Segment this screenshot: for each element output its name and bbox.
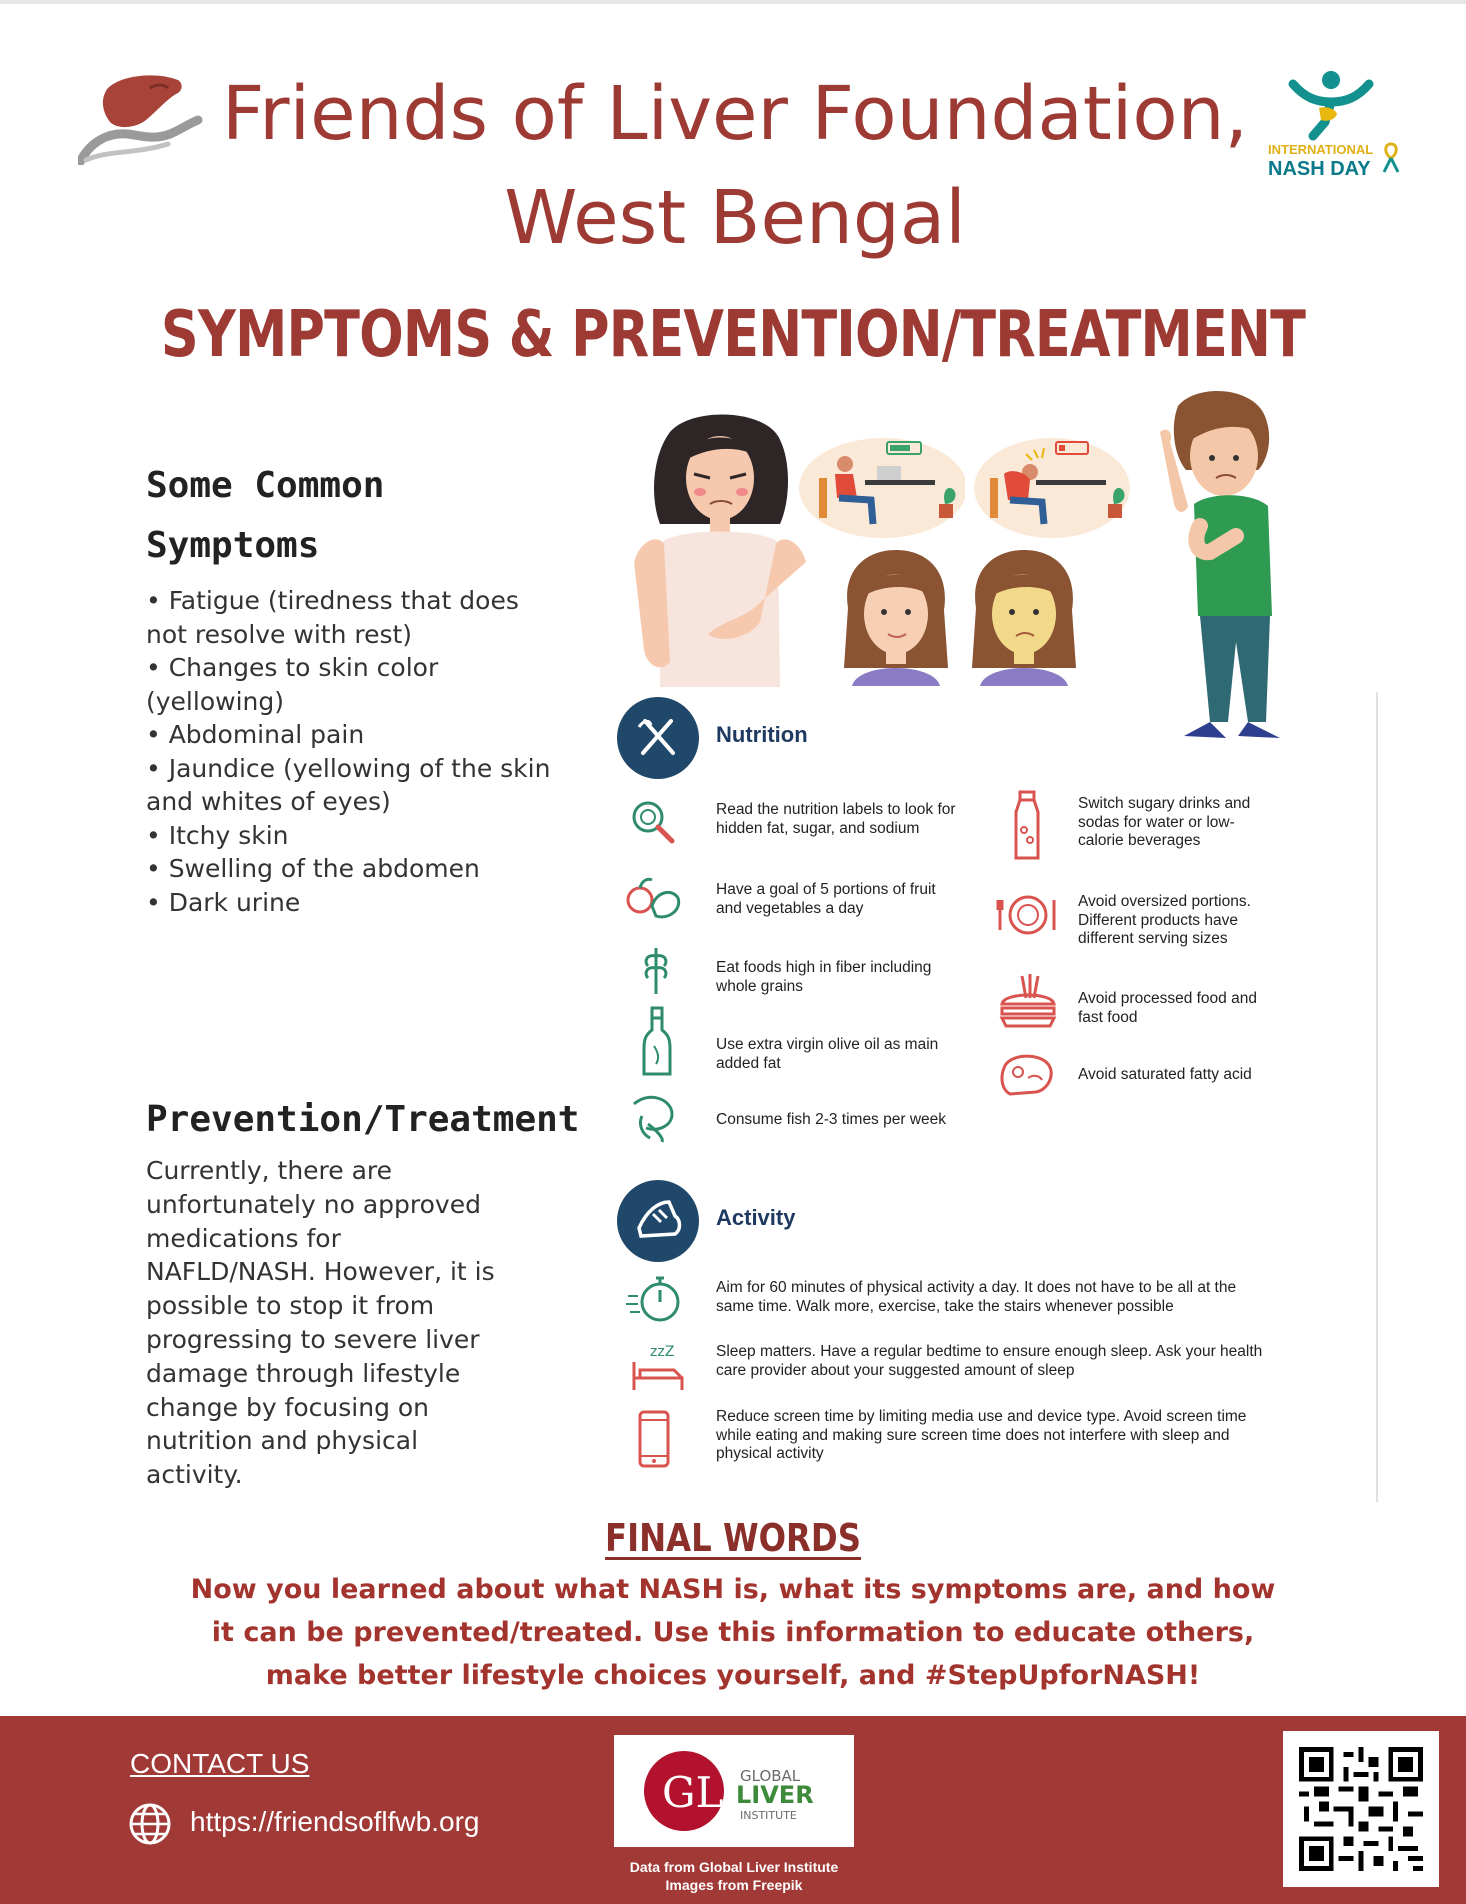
gli-logo-icon [614,1735,854,1847]
nutrition-item-text: Switch sugary drinks and sodas for water or low-calorie beverages [1078,795,1251,849]
woman-abdominal-pain-illustration [630,412,810,687]
nutrition-item-text: Avoid oversized portions. Different products have different serving sizes [1078,893,1251,947]
qr-code[interactable] [1283,1731,1439,1887]
symptoms-heading-line1: Some Common [146,465,385,506]
fork-knife-icon [617,697,699,779]
contact-us-label: CONTACT US [130,1748,310,1779]
stopwatch-icon [624,1272,686,1326]
tired-person-desk-illustration [970,428,1130,538]
activity-item-text: Aim for 60 minutes of physical activity a day. It does not have to be all at the same time. Walk more, exercise, take the stairs whenever possible [716,1279,1237,1315]
infographic-border [1376,692,1378,1502]
gli-logo-line2: LIVER [736,1781,814,1809]
fish-icon [628,1090,682,1144]
activity-item-text: Sleep matters. Have a regular bedtime to ensure enough sleep. Ask your health care provider about your suggested amount of sleep [716,1343,1263,1379]
nutrition-item-text: Use extra virgin olive oil as main added fat [716,1036,939,1072]
nutrition-item-text: Avoid processed food and fast food [1078,990,1257,1026]
org-title [180,62,1290,270]
final-words-text: Now you learned about what NASH is, what its symptoms are, and how it can be prevented/treated. Use this information to educate others, make better lifestyle choices yourself, and #StepUpforNASH! [190,1574,1276,1691]
symptom-list [146,584,566,919]
symptoms-heading-line2: Symptoms [146,525,320,566]
symptom-item: • Swelling of the abdomen [146,854,480,883]
person-working-desk-illustration [795,428,965,538]
credits [560,1858,908,1894]
nash-logo-line1: INTERNATIONAL [1268,142,1374,157]
nutrition-item-text: Read the nutrition labels to look for hidden fat, sugar, and sodium [716,801,956,837]
nutrition-item-text: Eat foods high in fiber including whole grains [716,959,932,995]
prevention-heading: Prevention/Treatment [146,1099,580,1140]
org-title-line2: West Bengal [504,175,966,261]
nash-logo-line2: NASH DAY [1268,158,1371,180]
nutrition-item-text: Avoid saturated fatty acid [1078,1066,1252,1083]
nutrition-item-text: Consume fish 2-3 times per week [716,1111,947,1128]
website-link[interactable]: https://friendsoflfwb.org [190,1806,480,1837]
nash-day-text [1268,142,1373,180]
main-heading: SYMPTOMS & PREVENTION/TREATMENT [160,298,1306,372]
fruit-veg-icon [622,870,684,924]
prevention-text: Currently, there are unfortunately no approved medications for NAFLD/NASH. However, it is possible to stop it from progressing to severe liver damage through lifestyle change by focusing on nutrition and physical activity. [146,1156,495,1490]
meat-icon [998,1048,1056,1102]
boy-itchy-skin-illustration [1140,386,1290,748]
symptom-item: • Itchy skin [146,820,289,850]
jaundice-face-illustration [966,548,1081,686]
plate-icon [996,888,1060,942]
svg-text:zzZ: zzZ [650,1344,675,1360]
gli-logo-line1: GLOBAL [740,1767,801,1785]
running-shoe-icon [617,1180,699,1262]
activity-circle-icon [617,1180,699,1262]
normal-skin-face-illustration [838,548,953,686]
bottle-icon [1000,790,1054,862]
fast-food-icon [998,970,1058,1030]
symptom-item: • Abdominal pain [146,720,365,749]
phone-icon [636,1410,672,1468]
olive-oil-icon [630,1006,684,1078]
activity-item-text: Reduce screen time by limiting media use and device type. Avoid screen time while eating and making sure screen time does not interfere with sleep and physical activity [716,1408,1247,1462]
bed-icon [630,1340,686,1394]
magnifier-icon [626,795,680,849]
symptom-item: • Dark urine [146,887,301,917]
org-title-line1: Friends of Liver Foundation, [221,71,1249,157]
credit-line2: Images from Freepik [665,1877,803,1893]
top-border [0,0,1466,4]
gli-logo-abbrev: GLI [662,1768,741,1817]
nutrition-item-text: Have a goal of 5 portions of fruit and vegetables a day [716,881,936,917]
globe-icon [128,1802,172,1846]
symptom-item: • Jaundice (yellowing of the skin and whites of eyes) [146,753,551,816]
gli-logo-line3: INSTITUTE [740,1809,797,1822]
credit-line1: Data from Global Liver Institute [629,1859,839,1875]
symptoms-heading [146,456,566,576]
nutrition-title: Nutrition [716,722,808,747]
symptom-item: • Fatigue (tiredness that does not resolve with rest) [146,586,519,649]
qr-code-icon [1299,1747,1423,1871]
activity-title: Activity [716,1205,796,1230]
gli-logo [614,1735,854,1847]
nutrition-circle-icon [617,697,699,779]
wheat-icon [630,942,684,996]
symptom-item: • Changes to skin color (yellowing) [146,653,439,716]
ribbon-icon [1380,142,1402,174]
final-words-heading: FINAL WORDS [605,1516,861,1560]
